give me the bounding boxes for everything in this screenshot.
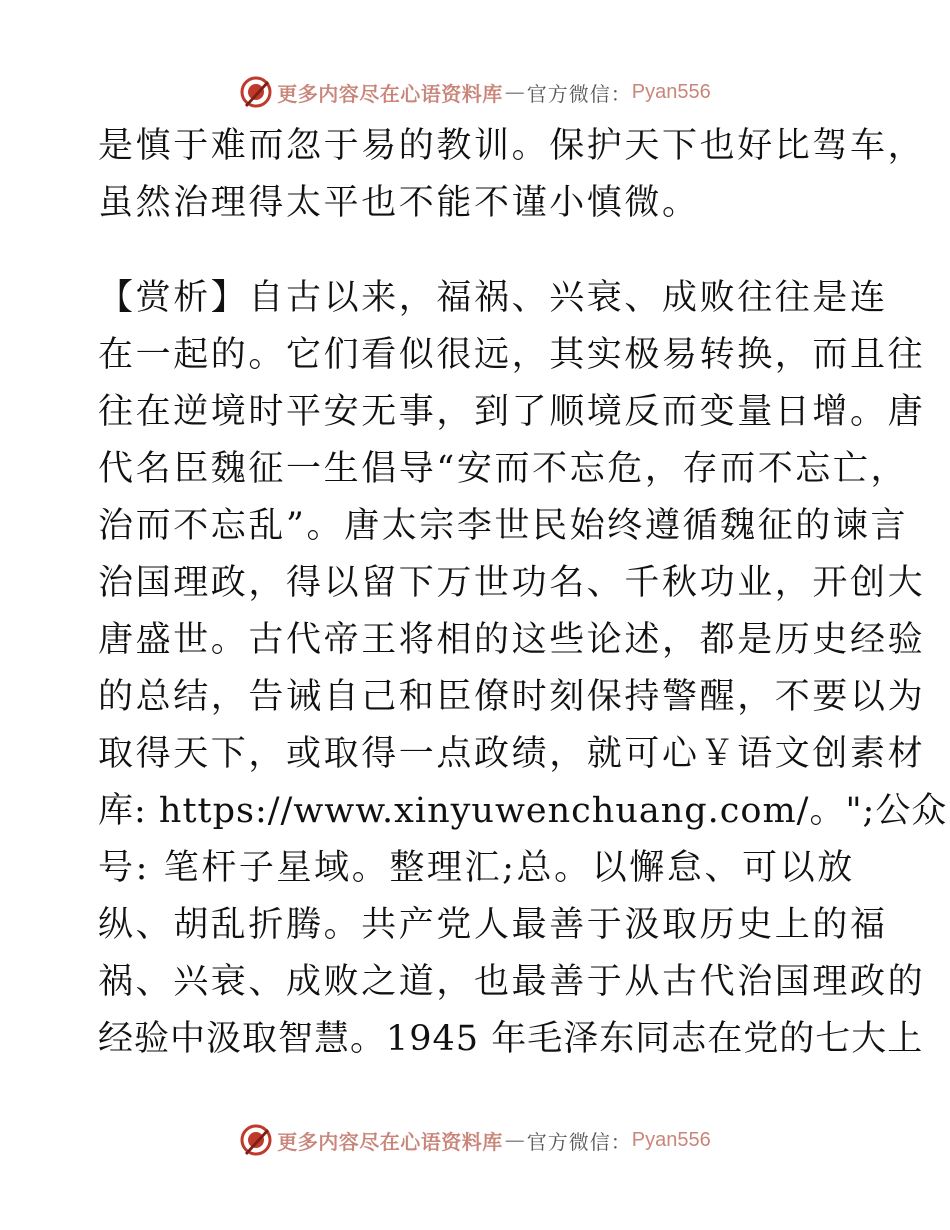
- red-circle-pen-logo-icon: [239, 75, 273, 109]
- watermark-dash: —: [504, 1128, 525, 1152]
- watermark-wechat-label: 官方微信：: [526, 1129, 632, 1154]
- watermark-wechat-id: Pyan556: [631, 1128, 711, 1151]
- text-line: 虽然治理得太平也不能不谨小慎微。: [98, 183, 700, 223]
- watermark-dash: —: [504, 80, 525, 104]
- text-line: 号: 笔杆子星域。整理汇;总。以懈怠、可以放: [98, 848, 855, 888]
- paragraph-continuation: [98, 118, 926, 232]
- paragraph-appreciation: [98, 270, 948, 1068]
- text-line: 取得天下，或取得一点政绩，就可心￥语文创素材: [98, 734, 926, 774]
- text-line: 往在逆境时平安无事，到了顺境反而变量日增。唐: [98, 392, 926, 432]
- text-line: 唐盛世。古代帝王将相的这些论述，都是历史经验: [98, 620, 926, 660]
- text-line: 治而不忘乱”。唐太宗李世民始终遵循魏征的谏言: [98, 506, 909, 546]
- text-line: 祸、兴衰、成败之道，也最善于从古代治国理政的: [98, 962, 926, 1002]
- text-line: 纵、胡乱折腾。共产党人最善于汲取历史上的福: [98, 905, 888, 945]
- watermark-banner-top: [0, 72, 950, 112]
- watermark-banner-bottom: [0, 1120, 950, 1160]
- paragraph-gap: [98, 232, 858, 270]
- text-line: 治国理政，得以留下万世功名、千秋功业，开创大: [98, 563, 926, 603]
- red-circle-pen-logo-icon: [239, 1123, 273, 1157]
- text-line: 在一起的。它们看似很远，其实极易转换，而且往: [98, 335, 926, 375]
- watermark-slogan: 更多内容尽在心语资料库: [277, 1129, 503, 1154]
- watermark-wechat-id: Pyan556: [631, 80, 711, 103]
- document-body: [98, 118, 948, 1068]
- watermark-slogan: 更多内容尽在心语资料库: [277, 81, 503, 106]
- text-line: 经验中汲取智慧。1945 年毛泽东同志在党的七大上: [98, 1019, 924, 1059]
- text-line: 代名臣魏征一生倡导“安而不忘危，存而不忘亡，: [98, 449, 909, 489]
- text-line: 是慎于难而忽于易的教训。保护天下也好比驾车，: [98, 126, 926, 166]
- text-line: 库: https://www.xinyuwenchuang.com/。";公众: [98, 791, 948, 831]
- text-line: 的总结，告诫自己和臣僚时刻保持警醒，不要以为: [98, 677, 926, 717]
- watermark-wechat-label: 官方微信：: [526, 81, 632, 106]
- text-line: 【赏析】自古以来，福祸、兴衰、成败往往是连: [98, 278, 888, 318]
